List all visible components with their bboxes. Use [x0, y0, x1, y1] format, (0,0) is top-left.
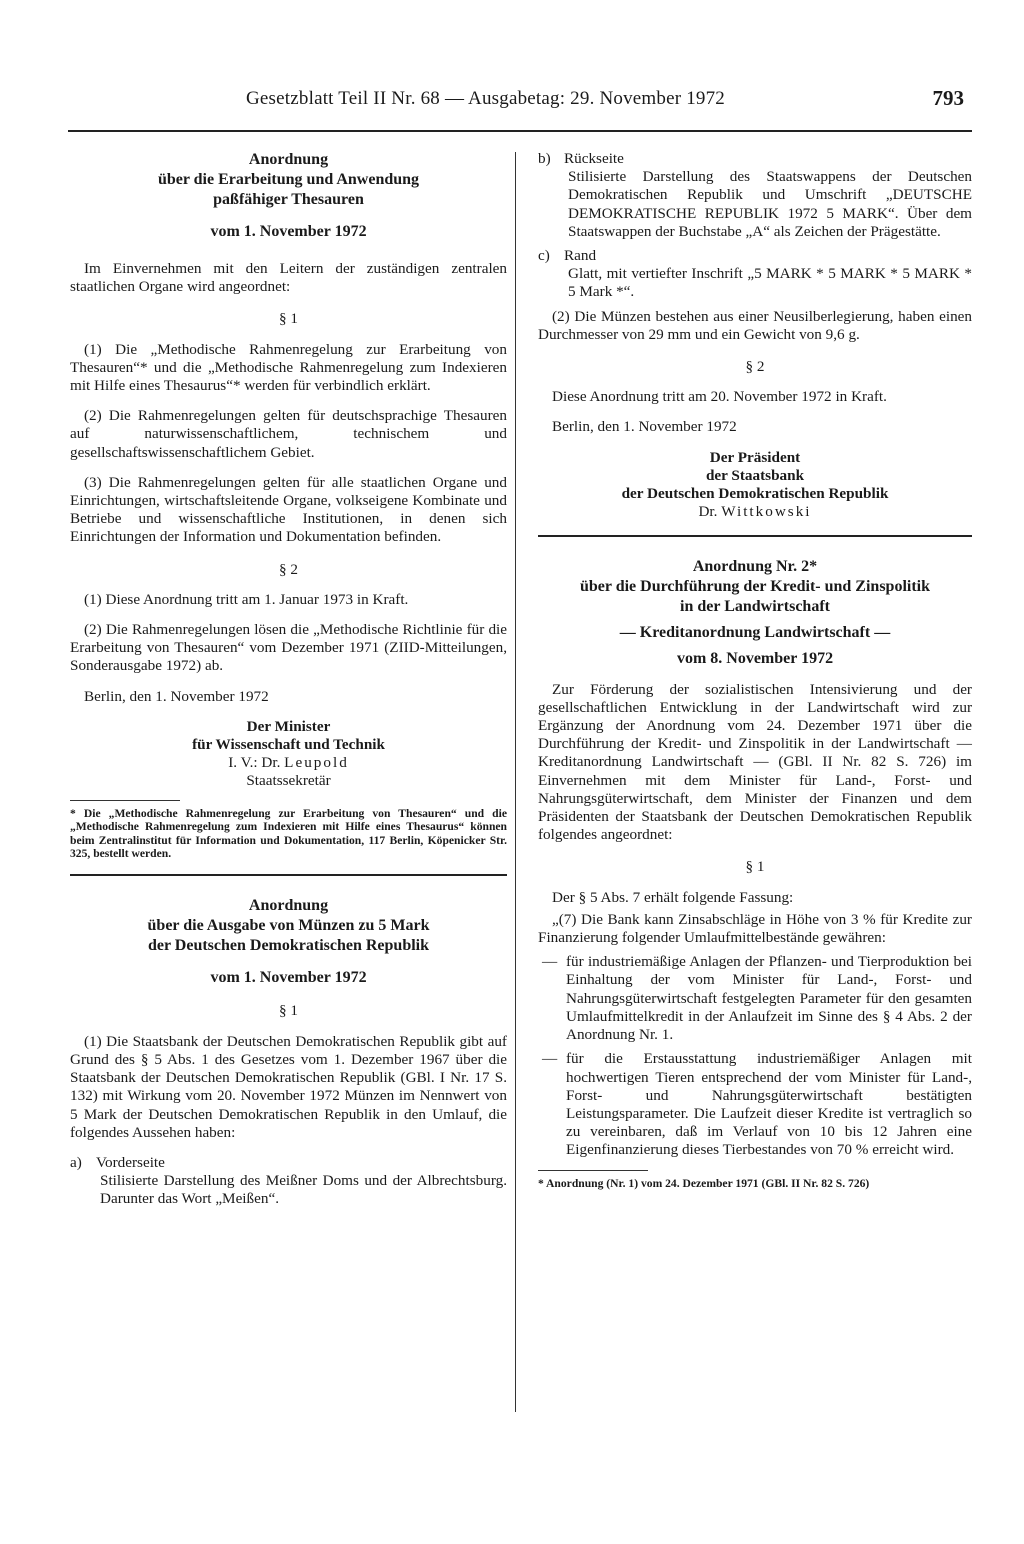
- signature-role: Staatssekretär: [246, 771, 331, 789]
- section-heading: § 2: [279, 560, 298, 578]
- page-number: 793: [932, 86, 964, 110]
- section-heading: § 1: [279, 1002, 298, 1020]
- paragraph: (1) Die Staatsbank der Deutschen Demokratischen Republik gibt auf Grund des § 5 Abs. 1 des Gesetzes vom 1. Dezember 1967 über die Staatsbank der Deutschen Demokratischen Republik (GBl. I Nr. 17 S. 132) mit Wirkung vom 20. November 1972 Münzen im Nennwert von 5 Mark der Deutschen Demokratischen Republik in den Umlauf, die folgendes Aussehen haben:: [70, 1032, 507, 1141]
- title-line: Anordnung: [248, 151, 329, 168]
- intro-paragraph: Zur Förderung der sozialistischen Intensivierung und der gesellschaftlichen Entwicklung in der Landwirtschaft wird zur Ergänzung der Anordnung vom 24. Dezember 1971 über die Durchführung der Kredit- und Zinspolitik in der Landwirtschaft — Kreditanordnung Landwirtschaft — (GBl. II Nr. 82 S. 726) im Einvernehmen mit dem Minister für Land-, Forst- und Nahrungsgüterwirtschaft, dem Minister der Finanzen und dem Präsidenten der Staatsbank der Deutschen Demokratischen Republik folgendes angeordnet:: [538, 680, 972, 844]
- title-line: über die Durchführung der Kredit- und Zinspolitik: [579, 577, 930, 595]
- paragraph: (2) Die Rahmenregelungen gelten für deutschsprachige Thesauren auf naturwissenschaftlichem, technischem und gesellschaftswissenschaftlichem Gebiet.: [70, 407, 507, 461]
- article-separator: [70, 874, 507, 876]
- title-line: über die Ausgabe von Münzen zu 5 Mark: [147, 917, 430, 935]
- signature-line: Der Präsident: [709, 448, 801, 466]
- item-text: Stilisierte Darstellung des Meißner Doms und der Albrechtsburg. Darunter das Wort „Meißen“.: [100, 1172, 507, 1208]
- place-date: Berlin, den 1. November 1972: [552, 418, 737, 436]
- title-line: paßfähiger Thesauren: [213, 191, 364, 208]
- title-line: der Deutschen Demokratischen Republik: [147, 937, 430, 955]
- signature-block: [538, 449, 972, 521]
- list-item-c: [538, 247, 972, 302]
- section-heading: § 2: [745, 358, 765, 376]
- list-item-text: für die Erstausstattung industriemäßiger Anlagen mit hochwertigen Tieren entsprechend der vom Minister für Land-, Forst- und Nahrungsgüterwirtschaft bestätigten Leistungsparameter. Die Laufzeit dieser Kredite ist vertraglich so zu vereinbaren, daß im Verlauf von 10 bis 12 Jahren eine Eigenfinanzierung dieses Tierbestandes von 70 % erreicht wird.: [566, 1050, 972, 1159]
- section-heading: § 1: [745, 858, 765, 876]
- running-title: Gesetzblatt Teil II Nr. 68 — Ausgabetag: 29. November 1972: [246, 88, 726, 109]
- signature-prefix: I. V.: Dr.: [228, 753, 285, 771]
- item-label: b): [538, 150, 551, 167]
- item-title: Rand: [564, 247, 597, 265]
- list-item-a: [70, 1154, 507, 1209]
- signature-name: [538, 503, 972, 521]
- article-title-thesauren: [70, 150, 507, 242]
- title-line: Anordnung Nr. 2*: [692, 557, 818, 575]
- signature-line: der Staatsbank: [705, 466, 805, 484]
- item-text: Stilisierte Darstellung des Staatswappens der Deutschen Demokratischen Republik und Umschrift „DEUTSCHE DEMOKRATISCHE REPUBLIK 1972 5 MARK“. Über dem Staatswappen der Buchstabe „A“ als Zeichen der Prägestätte.: [568, 168, 972, 240]
- item-title: Rückseite: [564, 150, 624, 167]
- article-date: vom 1. November 1972: [210, 223, 367, 240]
- list-item-b: [538, 150, 972, 241]
- footnote-rule: [538, 1170, 648, 1171]
- paragraph: „(7) Die Bank kann Zinsabschläge in Höhe von 3 % für Kredite zur Finanzierung folgender Umlaufmittelbestände gewähren:: [538, 910, 972, 947]
- footnote-rule: [70, 800, 180, 801]
- item-text: Glatt, mit vertiefter Inschrift „5 MARK * 5 MARK * 5 MARK * 5 Mark *“.: [568, 265, 972, 301]
- signer-name: Leupold: [284, 753, 349, 771]
- signature-name: [70, 754, 507, 772]
- article-date: vom 8. November 1972: [676, 649, 834, 667]
- paragraph: Diese Anordnung tritt am 20. November 1972 in Kraft.: [552, 388, 887, 406]
- title-line: über die Erarbeitung und Anwendung: [157, 171, 420, 188]
- list-item: [538, 1050, 972, 1159]
- paragraph: (2) Die Rahmenregelungen lösen die „Methodische Richtlinie für die Erarbeitung von Thesauren“ vom Dezember 1971 (ZIID-Mitteilungen, Sonderausgabe 1972) ab.: [70, 621, 507, 675]
- signer-name: Wittkowski: [721, 502, 812, 520]
- dash-bullet: —: [542, 953, 558, 971]
- list-item-text: für industriemäßige Anlagen der Pflanzen- und Tierproduktion bei Einhaltung der vom Minister für Land-, Forst- und Nahrungsgüterwirtschaft festgelegten Parameter für den gesamten Umlaufmittelkredit in der Anlaufzeit im Sinne des § 4 Abs. 2 der Anordnung Nr. 1.: [566, 953, 972, 1044]
- paragraph: Der § 5 Abs. 7 erhält folgende Fassung:: [552, 888, 794, 906]
- intro-paragraph: Im Einvernehmen mit den Leitern der zuständigen zentralen staatlichen Organe wird angeordnet:: [70, 260, 507, 296]
- article-date: vom 1. November 1972: [210, 969, 367, 987]
- signature-line: Der Minister: [246, 717, 331, 735]
- article-title-muenzen: [70, 890, 507, 988]
- title-line: Anordnung: [248, 897, 329, 915]
- article-title-kredit: [538, 551, 972, 669]
- left-column: [70, 150, 507, 1215]
- item-label: a): [70, 1153, 82, 1171]
- paragraph: (2) Die Münzen bestehen aus einer Neusilberlegierung, haben einen Durchmesser von 29 mm und ein Gewicht von 9,6 g.: [538, 307, 972, 343]
- signature-prefix: Dr.: [698, 502, 722, 520]
- paragraph: (1) Die „Methodische Rahmenregelung zur Erarbeitung von Thesauren“* und die „Methodische Rahmenregelung zum Indexieren mit Hilfe eines Thesaurus“* werden für verbindlich erklärt.: [70, 340, 507, 395]
- footnote: * Die „Methodische Rahmenregelung zur Erarbeitung von Thesauren“ und die „Methodische Rahmenregelung zum Indexieren mit Hilfe eines Thesaurus“ können beim Zentralinstitut für Information und Dokumentation, 117 Berlin, Köpenicker Str. 325, bestellt werden.: [70, 806, 507, 861]
- right-column: [538, 150, 972, 1190]
- signature-block: [70, 718, 507, 790]
- item-label: c): [538, 247, 550, 265]
- title-line: in der Landwirtschaft: [680, 597, 830, 615]
- article-subtitle: — Kreditanordnung Landwirtschaft —: [619, 623, 891, 641]
- signature-line: für Wissenschaft und Technik: [192, 735, 385, 753]
- footnote: * Anordnung (Nr. 1) vom 24. Dezember 1971 (GBl. II Nr. 82 S. 726): [538, 1176, 870, 1190]
- page-header: [68, 86, 972, 132]
- item-title: Vorderseite: [96, 1153, 165, 1171]
- article-separator: [538, 535, 972, 537]
- paragraph: (1) Diese Anordnung tritt am 1. Januar 1973 in Kraft.: [84, 590, 409, 608]
- list-item: [538, 953, 972, 1044]
- section-heading: § 1: [279, 310, 298, 328]
- signature-line: der Deutschen Demokratischen Republik: [621, 484, 889, 502]
- place-date: Berlin, den 1. November 1972: [84, 687, 269, 705]
- paragraph: (3) Die Rahmenregelungen gelten für alle staatlichen Organe und Einrichtungen, wirtschaftsleitende Organe, volkseigene Kombinate und Betriebe und wissenschaftliche Institutionen, in denen sich Einrichtungen der Information und Dokumentation befinden.: [70, 473, 507, 546]
- column-divider: [515, 152, 516, 1412]
- dash-bullet: —: [542, 1050, 558, 1068]
